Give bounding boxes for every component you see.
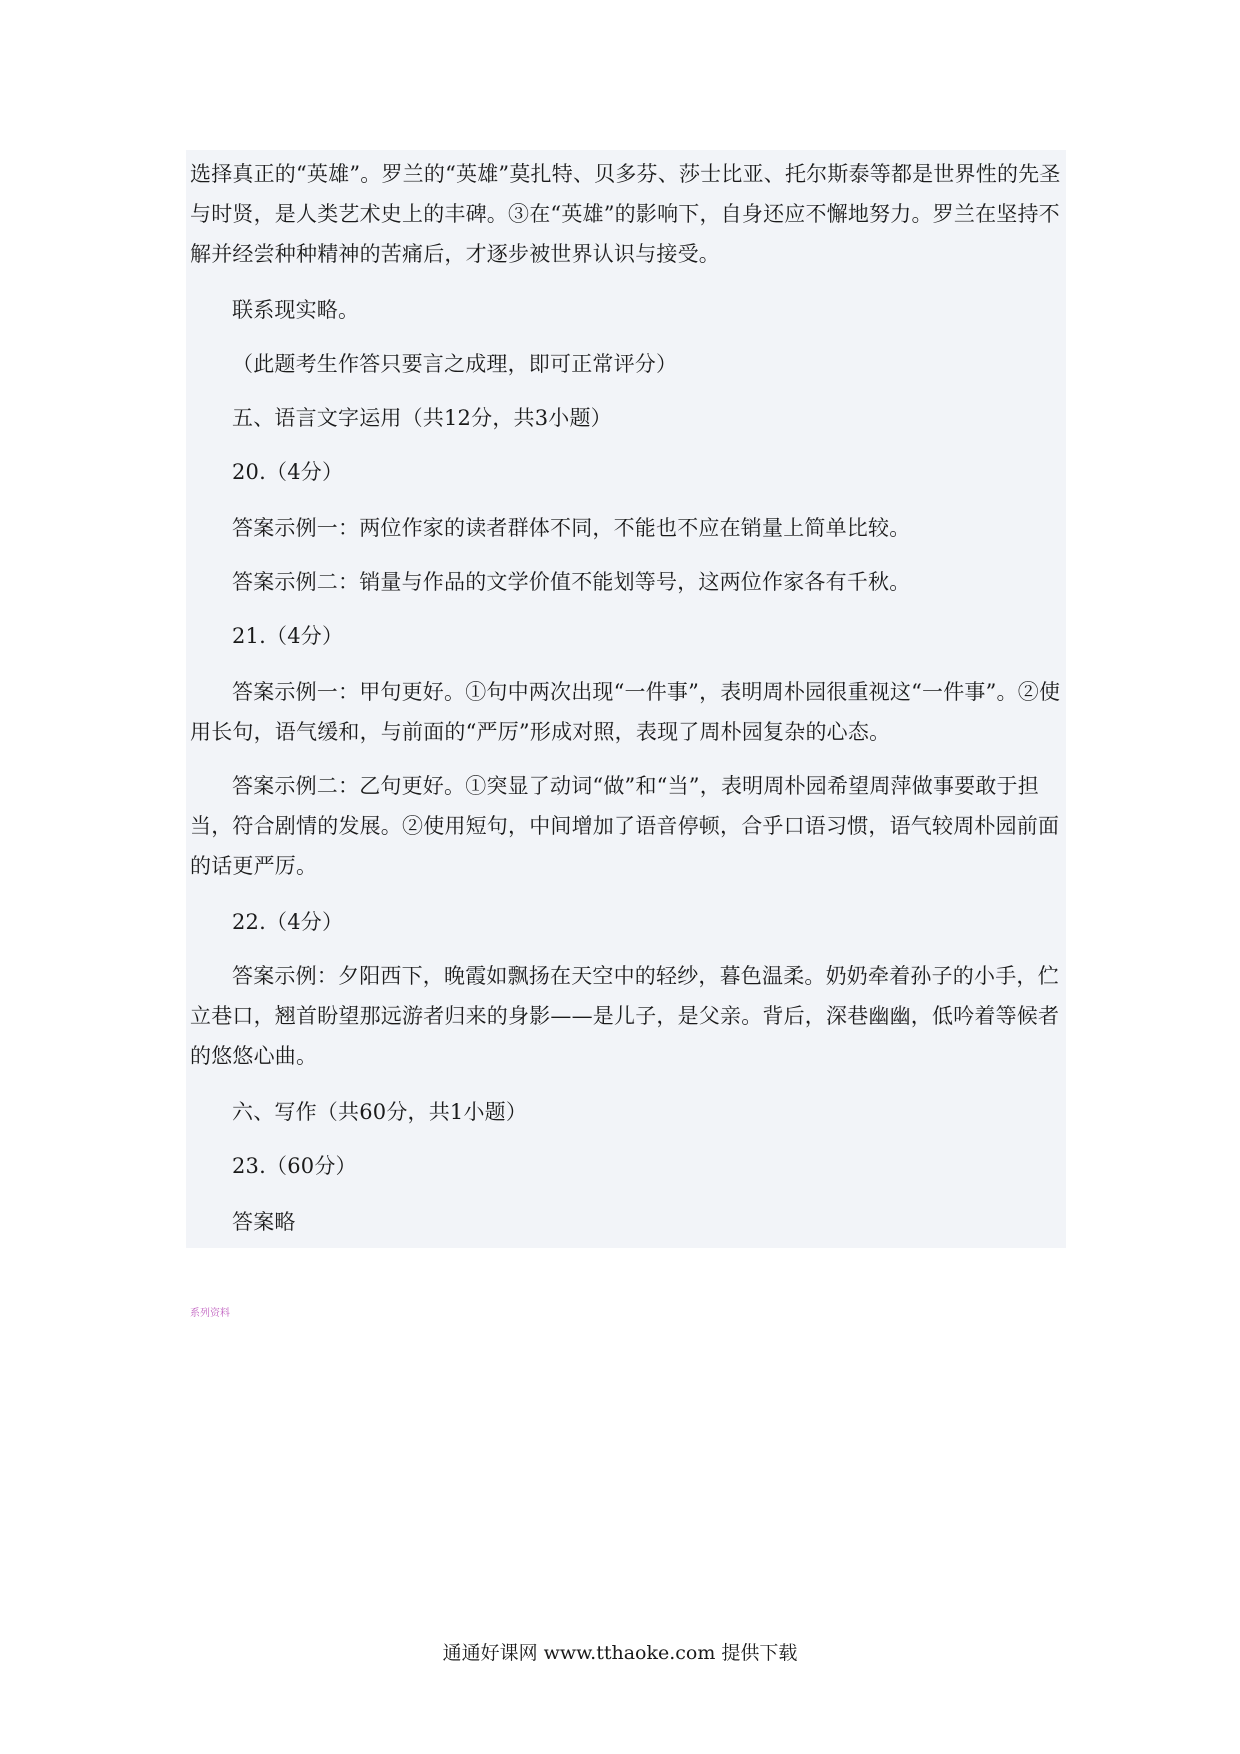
question-20-heading: 20.（4分） xyxy=(232,460,344,484)
paragraph-scoring-note: （此题考生作答只要言之成理，即可正常评分） xyxy=(232,352,678,376)
paragraph-reality: 联系现实略。 xyxy=(232,298,360,322)
paragraph-continuation: 选择真正的“英雄”。罗兰的“英雄”莫扎特、贝多芬、莎士比亚、托尔斯泰等都是世界性的先圣与时贤，是人类艺术史上的丰碑。③在“英雄”的影响下，自身还应不懈地努力。罗兰在坚持不解并经尝种种精神的苦痛后，才逐步被世界认识与接受。 xyxy=(190,162,1061,266)
section-heading-language: 五、语言文字运用（共12分，共3小题） xyxy=(232,406,612,430)
question-21-answer-1: 答案示例一：甲句更好。①句中两次出现“一件事”，表明周朴园很重视这“一件事”。②使用长句，语气缓和，与前面的“严厉”形成对照，表现了周朴园复杂的心态。 xyxy=(190,680,1061,744)
series-materials-label: 系列资料 xyxy=(190,1308,230,1319)
question-23-answer: 答案略 xyxy=(232,1210,296,1234)
question-23-heading: 23.（60分） xyxy=(232,1154,357,1178)
question-20-answer-2: 答案示例二：销量与作品的文学价值不能划等号，这两位作家各有千秋。 xyxy=(232,570,911,594)
question-22-answer: 答案示例：夕阳西下，晚霞如飘扬在天空中的轻纱，暮色温柔。奶奶牵着孙子的小手，伫立巷口，翘首盼望那远游者归来的身影——是儿子，是父亲。背后，深巷幽幽，低吟着等候者的悠悠心曲。 xyxy=(190,964,1060,1068)
question-20-answer-1: 答案示例一：两位作家的读者群体不同，不能也不应在销量上简单比较。 xyxy=(232,516,911,540)
page-footer: 通通好课网 www.tthaoke.com 提供下载 xyxy=(442,1642,798,1664)
question-22-heading: 22.（4分） xyxy=(232,910,344,934)
question-21-answer-2: 答案示例二：乙句更好。①突显了动词“做”和“当”，表明周朴园希望周萍做事要敢于担当，符合剧情的发展。②使用短句，中间增加了语音停顿，合乎口语习惯，语气较周朴园前面的话更严厉。 xyxy=(190,774,1060,878)
question-21-heading: 21.（4分） xyxy=(232,624,344,648)
section-heading-writing: 六、写作（共60分，共1小题） xyxy=(232,1100,528,1124)
